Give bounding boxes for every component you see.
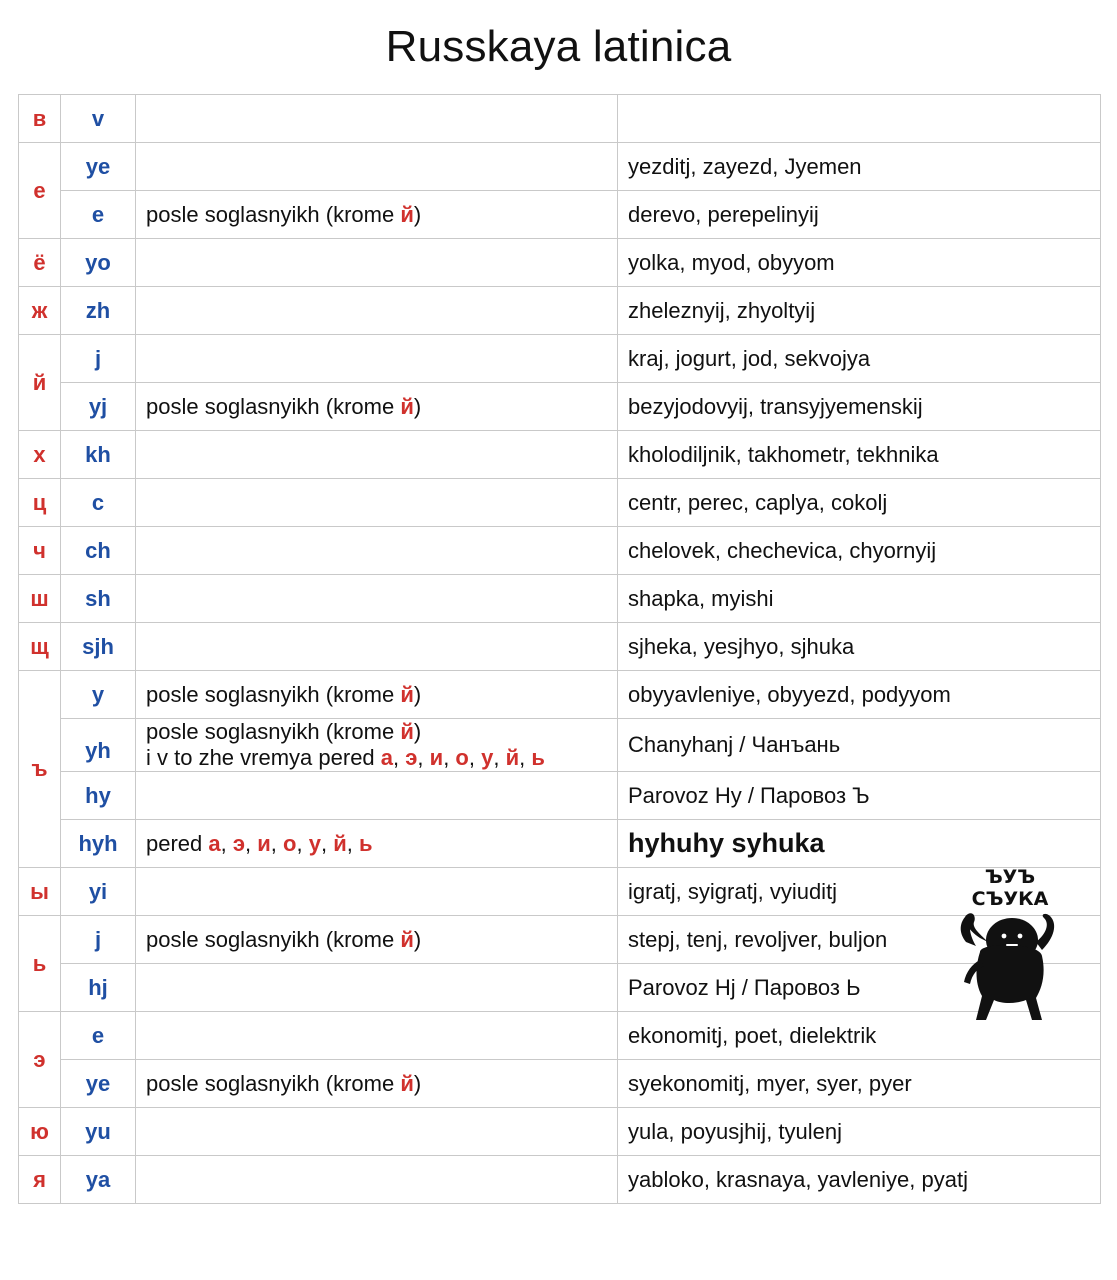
rule-cell — [136, 1060, 618, 1108]
latin-letter: yo — [61, 239, 136, 287]
examples-cell: Parovoz Hj / Паровоз Ь — [618, 964, 1101, 1012]
latin-letter: y — [61, 671, 136, 719]
latin-letter: hyh — [61, 820, 136, 868]
vowel-letter: о — [283, 830, 297, 856]
examples-cell: Chanyhanj / Чанъань — [618, 719, 1101, 772]
vowel-letter: а — [380, 745, 394, 770]
rule-text: posle soglasnyikh (krome — [146, 681, 401, 707]
vowel-letter: у — [481, 745, 494, 770]
vowel-separator: , — [296, 830, 309, 856]
cyrillic-letter: ж — [19, 287, 61, 335]
examples-cell: chelovek, chechevica, chyornyij — [618, 527, 1101, 575]
examples-cell: yezditj, zayezd, Jyemen — [618, 143, 1101, 191]
rule-text: posle soglasnyikh (krome — [146, 926, 401, 952]
latin-letter: hj — [61, 964, 136, 1012]
table-row — [19, 772, 1101, 820]
rule-text: posle soglasnyikh (krome — [146, 393, 401, 419]
vowel-separator: , — [417, 745, 430, 770]
rule-cell — [136, 191, 618, 239]
vowel-letter: й — [333, 830, 347, 856]
rule-highlight: й — [400, 201, 414, 227]
rule-highlight: й — [400, 393, 414, 419]
table-row — [19, 95, 1101, 143]
examples-cell: zheleznyij, zhyoltyij — [618, 287, 1101, 335]
rule-highlight: й — [400, 1070, 414, 1096]
vowel-letter: ь — [358, 830, 373, 856]
latin-letter: yj — [61, 383, 136, 431]
examples-cell: obyyavleniye, obyyezd, podyyom — [618, 671, 1101, 719]
rule-cell — [136, 95, 618, 143]
vowel-separator: , — [320, 830, 334, 856]
table-row — [19, 383, 1101, 431]
rule-cell — [136, 772, 618, 820]
rule-text: posle soglasnyikh (krome — [146, 1070, 401, 1096]
vowel-list — [381, 745, 545, 770]
rule-cell — [136, 287, 618, 335]
latin-letter: sjh — [61, 623, 136, 671]
vowel-separator: , — [393, 745, 406, 770]
latin-letter: hy — [61, 772, 136, 820]
rule-text: ) — [413, 1070, 422, 1096]
rule-cell — [136, 431, 618, 479]
rule-highlight: й — [400, 681, 414, 707]
rule-cell — [136, 143, 618, 191]
cyrillic-letter: ь — [19, 916, 61, 1012]
table-row — [19, 191, 1101, 239]
cyrillic-letter: ъ — [19, 671, 61, 868]
examples-cell: bezyjodovyij, transyjyemenskij — [618, 383, 1101, 431]
latin-letter: ye — [61, 1060, 136, 1108]
rule-text: i v to zhe vremya pered — [146, 745, 381, 770]
rule-cell — [136, 1012, 618, 1060]
rule-cell — [136, 916, 618, 964]
cyrillic-letter: й — [19, 335, 61, 431]
rule-cell — [136, 719, 618, 772]
meme-caption-line1: ЪУЪ — [984, 866, 1036, 888]
table-row — [19, 820, 1101, 868]
examples-cell: shapka, myishi — [618, 575, 1101, 623]
table-row — [19, 239, 1101, 287]
table-row — [19, 431, 1101, 479]
meme-caption-line2: СЪУКА — [971, 888, 1049, 910]
rule-highlight: й — [400, 719, 414, 744]
examples-cell: stepj, tenj, revoljver, buljon — [618, 916, 1101, 964]
vowel-letter: э — [405, 745, 418, 770]
rule-cell — [136, 671, 618, 719]
examples-cell: ekonomitj, poet, dielektrik — [618, 1012, 1101, 1060]
latin-letter: j — [61, 335, 136, 383]
rule-cell — [136, 1108, 618, 1156]
table-row — [19, 623, 1101, 671]
latin-letter: ya — [61, 1156, 136, 1204]
table-row — [19, 719, 1101, 772]
meme-sticker — [950, 866, 1070, 1024]
creature-silhouette-icon — [950, 912, 1070, 1024]
cyrillic-letter: в — [19, 95, 61, 143]
examples-cell: yula, poyusjhij, tyulenj — [618, 1108, 1101, 1156]
table-row — [19, 671, 1101, 719]
rule-text: ) — [413, 926, 422, 952]
transliteration-table — [18, 94, 1101, 1204]
vowel-separator: , — [468, 745, 482, 770]
vowel-separator: , — [519, 745, 532, 770]
rule-text: ) — [413, 719, 422, 744]
examples-cell: derevo, perepelinyij — [618, 191, 1101, 239]
vowel-letter: и — [429, 745, 444, 770]
table-row — [19, 575, 1101, 623]
rule-text: ) — [413, 681, 422, 707]
rule-cell — [136, 479, 618, 527]
cyrillic-letter: ю — [19, 1108, 61, 1156]
vowel-separator: , — [245, 830, 258, 856]
table-row — [19, 1060, 1101, 1108]
vowel-letter: й — [505, 745, 520, 770]
latin-letter: ch — [61, 527, 136, 575]
rule-cell — [136, 868, 618, 916]
examples-cell: igratj, syigratj, vyiuditj — [618, 868, 1101, 916]
latin-letter: e — [61, 1012, 136, 1060]
vowel-separator: , — [346, 830, 359, 856]
latin-letter: e — [61, 191, 136, 239]
latin-letter: sh — [61, 575, 136, 623]
rule-text: ) — [413, 201, 422, 227]
table-row — [19, 479, 1101, 527]
vowel-separator: , — [270, 830, 284, 856]
vowel-list — [208, 831, 372, 856]
examples-cell — [618, 95, 1101, 143]
page-title: Russkaya latinica — [385, 22, 732, 71]
latin-letter: zh — [61, 287, 136, 335]
latin-letter: yi — [61, 868, 136, 916]
latin-letter: c — [61, 479, 136, 527]
examples-cell: sjheka, yesjhyo, sjhuka — [618, 623, 1101, 671]
rule-text: pered — [146, 830, 209, 856]
rule-text: posle soglasnyikh (krome — [146, 719, 401, 744]
cyrillic-letter: щ — [19, 623, 61, 671]
vowel-letter: а — [208, 830, 221, 856]
table-row — [19, 1156, 1101, 1204]
latin-letter: v — [61, 95, 136, 143]
examples-cell: kraj, jogurt, jod, sekvojya — [618, 335, 1101, 383]
cyrillic-letter: я — [19, 1156, 61, 1204]
rule-cell — [136, 820, 618, 868]
vowel-letter: у — [308, 830, 321, 856]
vowel-letter: э — [232, 830, 246, 856]
table-row — [19, 868, 1101, 916]
latin-letter: yu — [61, 1108, 136, 1156]
latin-letter: kh — [61, 431, 136, 479]
table-row — [19, 916, 1101, 964]
examples-cell: centr, perec, caplya, cokolj — [618, 479, 1101, 527]
latin-letter: yh — [61, 719, 136, 772]
examples-cell: syekonomitj, myer, syer, pyer — [618, 1060, 1101, 1108]
vowel-letter: ь — [531, 745, 545, 770]
rule-cell — [136, 575, 618, 623]
rule-cell — [136, 1156, 618, 1204]
cyrillic-letter: ё — [19, 239, 61, 287]
vowel-separator: , — [493, 745, 506, 770]
table-row — [19, 1108, 1101, 1156]
meme-phrase: hyhuhy syhuka — [628, 828, 825, 858]
examples-cell: yabloko, krasnaya, yavleniye, pyatj — [618, 1156, 1101, 1204]
table-row — [19, 335, 1101, 383]
latin-letter: ye — [61, 143, 136, 191]
cyrillic-letter: ч — [19, 527, 61, 575]
latin-letter: j — [61, 916, 136, 964]
vowel-separator: , — [220, 830, 233, 856]
examples-cell — [618, 820, 1101, 868]
rule-text: ) — [413, 393, 422, 419]
cyrillic-letter: ц — [19, 479, 61, 527]
table-row — [19, 1012, 1101, 1060]
rule-cell — [136, 335, 618, 383]
vowel-letter: и — [257, 830, 271, 856]
cyrillic-letter: х — [19, 431, 61, 479]
rule-cell — [136, 383, 618, 431]
table-row — [19, 964, 1101, 1012]
cyrillic-letter: э — [19, 1012, 61, 1108]
cyrillic-letter: е — [19, 143, 61, 239]
vowel-separator: , — [443, 745, 456, 770]
rule-text: posle soglasnyikh (krome — [146, 201, 401, 227]
examples-cell: yolka, myod, obyyom — [618, 239, 1101, 287]
rule-cell — [136, 239, 618, 287]
table-row — [19, 287, 1101, 335]
examples-cell: Parovoz Hy / Паровоз Ъ — [618, 772, 1101, 820]
rule-cell — [136, 964, 618, 1012]
cyrillic-letter: ы — [19, 868, 61, 916]
examples-cell: kholodiljnik, takhometr, tekhnika — [618, 431, 1101, 479]
table-row — [19, 527, 1101, 575]
table-row — [19, 143, 1101, 191]
cyrillic-letter: ш — [19, 575, 61, 623]
vowel-letter: о — [455, 745, 469, 770]
rule-highlight: й — [400, 926, 414, 952]
rule-cell — [136, 623, 618, 671]
rule-cell — [136, 527, 618, 575]
